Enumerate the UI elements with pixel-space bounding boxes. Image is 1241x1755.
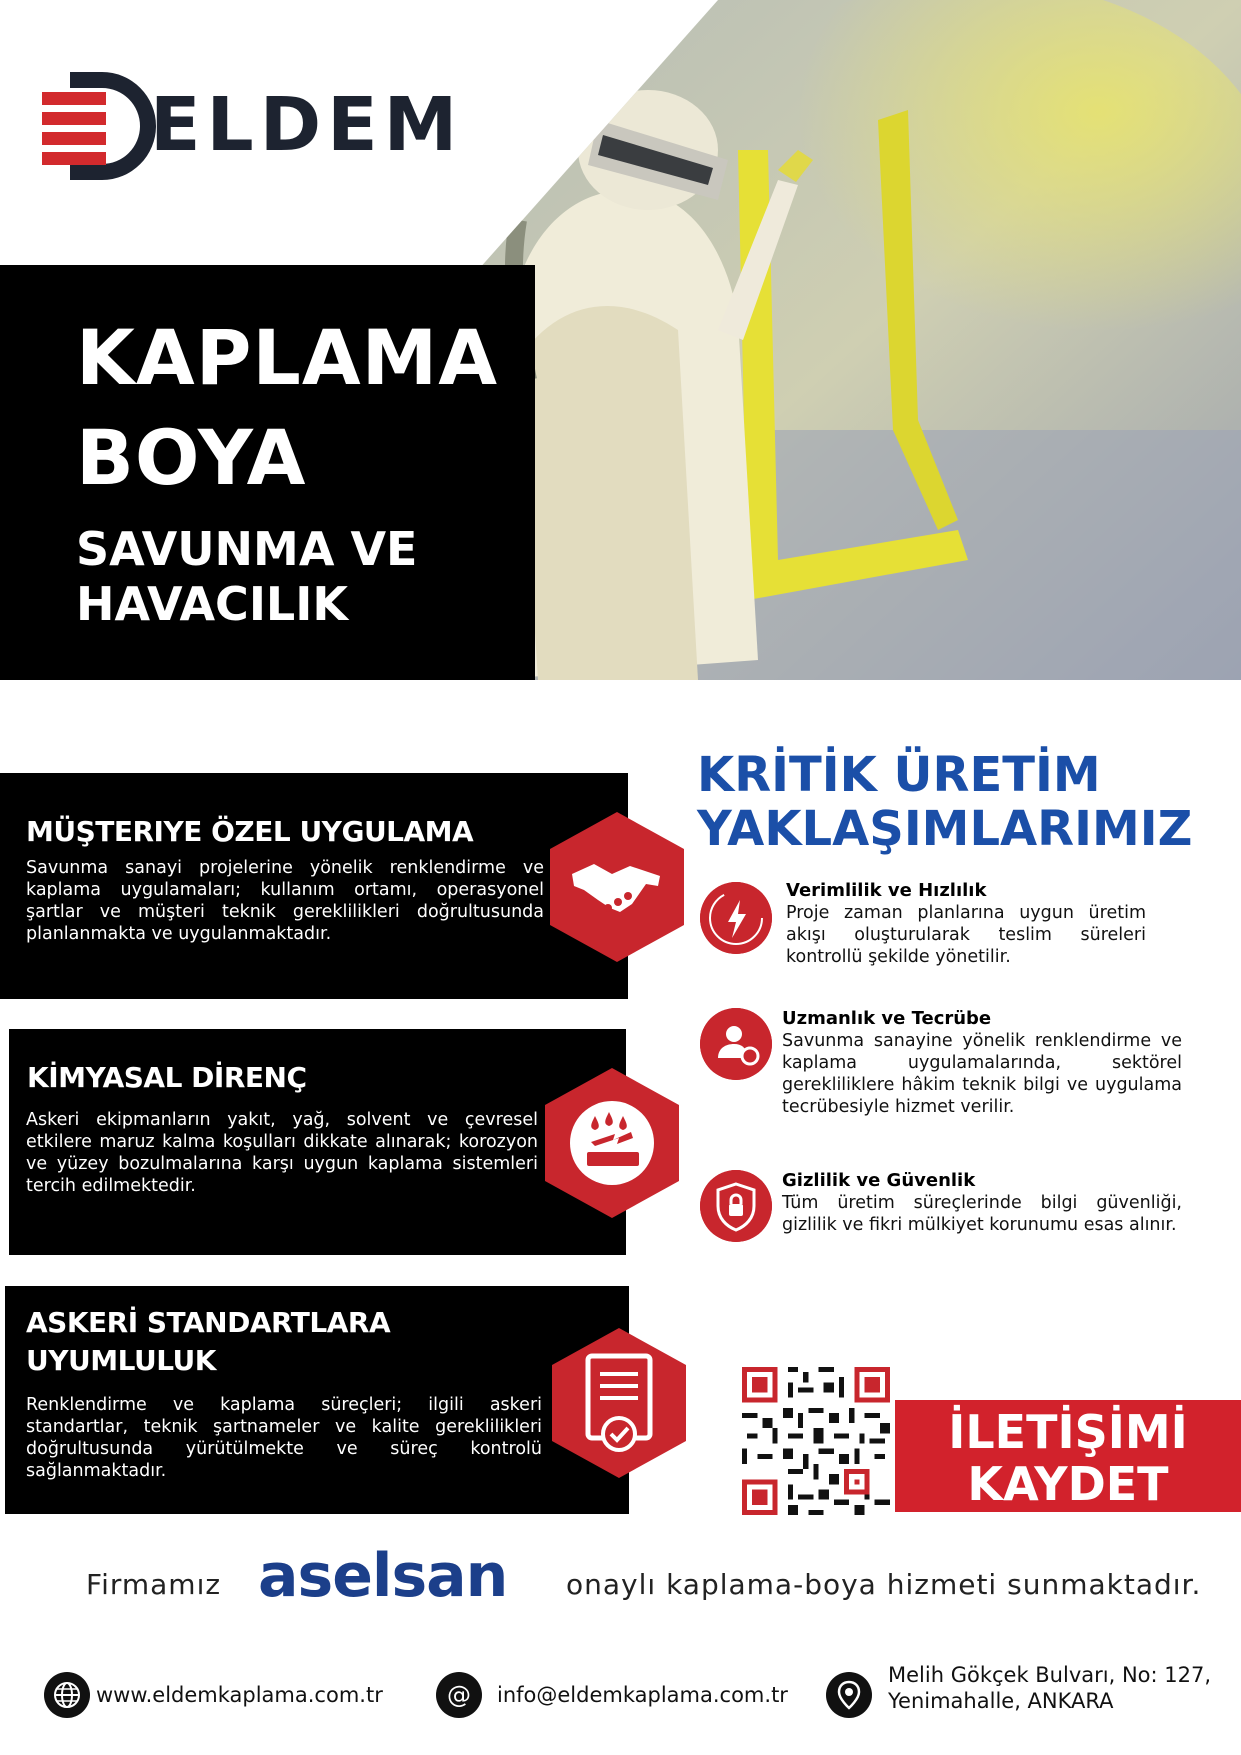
approaches-title: KRİTİK ÜRETİM YAKLAŞIMLARIMIZ [697, 747, 1193, 857]
feature-title: KİMYASAL DİRENÇ [27, 1061, 307, 1094]
feature-title: MÜŞTERIYE ÖZEL UYGULAMA [26, 815, 474, 848]
approach-text: Proje zaman planlarına uygun üretim akışı oluşturularak teslim süreleri kontrollü şekilde yönetilir. [786, 903, 1146, 967]
globe-icon [44, 1672, 90, 1718]
location-pin-icon [826, 1672, 872, 1718]
svg-text:@: @ [447, 1681, 471, 1709]
certificate-icon [552, 1328, 686, 1478]
at-icon [436, 1672, 482, 1718]
save-contact-button[interactable]: İLETİŞİMİ KAYDET [895, 1400, 1241, 1512]
approach-title: Verimlilik ve Hızlılık [786, 880, 987, 901]
approach-efficiency [700, 880, 1200, 980]
chemical-drops-icon [545, 1068, 679, 1218]
feature-text: Askeri ekipmanların yakıt, yağ, solvent ve çevresel etkilere maruz kalma koşulları dikkate alınarak; korozyon ve yüzey bozulmalarına karşı uygun kaplama sistemleri tercih edilmektedir. [26, 1110, 538, 1196]
feature-card-custom-application [0, 773, 628, 999]
approach-confidentiality [700, 1170, 1200, 1270]
approval-prefix: Firmamız [86, 1568, 222, 1601]
eldem-logo [42, 66, 542, 186]
approach-text: Tüm üretim süreçlerinde bilgi güvenliği, gizlilik ve fikri mülkiyet korunumu esas alınır. [782, 1193, 1182, 1235]
lightning-icon [700, 882, 772, 954]
approach-title: Gizlilik ve Güvenlik [782, 1170, 976, 1191]
approach-title: Uzmanlık ve Tecrübe [782, 1008, 992, 1029]
email-link[interactable]: info@eldemkaplama.com.tr [497, 1683, 788, 1707]
feature-title: ASKERİ STANDARTLARA UYUMLULUK [26, 1306, 391, 1377]
feature-card-chemical-resistance [9, 1029, 626, 1255]
hero-title-line1: KAPLAMA [76, 313, 499, 402]
logo-mark-icon [42, 66, 162, 186]
approach-expertise [700, 1008, 1200, 1128]
hero-subtitle: SAVUNMA VE HAVACILIK [76, 522, 418, 631]
approach-text: Savunma sanayine yönelik renklendirme ve kaplama uygulamalarında, sektörel gerekliliklere hâkim teknik bilgi ve uygulama tecrübesiyle hizmet verilir. [782, 1031, 1182, 1117]
expert-icon [700, 1008, 772, 1080]
hero-title-line2: BOYA [76, 413, 307, 502]
aselsan-logo: aselsan [258, 1541, 508, 1611]
spray-painter-photo [478, 0, 1241, 680]
feature-text: Renklendirme ve kaplama süreçleri; ilgili askeri standartlar, teknik şartnameler ve kalite gereklilikleri doğrultusunda yürütülmekte ve süreç kontrolü sağlanmaktadır. [26, 1395, 542, 1481]
handshake-icon [550, 812, 684, 962]
website-link[interactable]: www.eldemkaplama.com.tr [96, 1683, 383, 1707]
feature-card-military-standards [5, 1286, 629, 1514]
qr-code-icon[interactable] [742, 1367, 890, 1515]
shield-lock-icon [700, 1170, 772, 1242]
feature-text: Savunma sanayi projelerine yönelik renklendirme ve kaplama uygulamaları; kullanım ortamı, operasyonel şartlar ve müşteri teknik gereklilikleri doğrultusunda planlanmakta ve uygulanmaktadır. [26, 858, 544, 944]
address-text: Melih Gökçek Bulvarı, No: 127, Yenimahalle, ANKARA [888, 1663, 1212, 1713]
brand-name: ELDEM [150, 82, 464, 168]
approval-suffix: onaylı kaplama-boya hizmeti sunmaktadır. [566, 1568, 1202, 1601]
